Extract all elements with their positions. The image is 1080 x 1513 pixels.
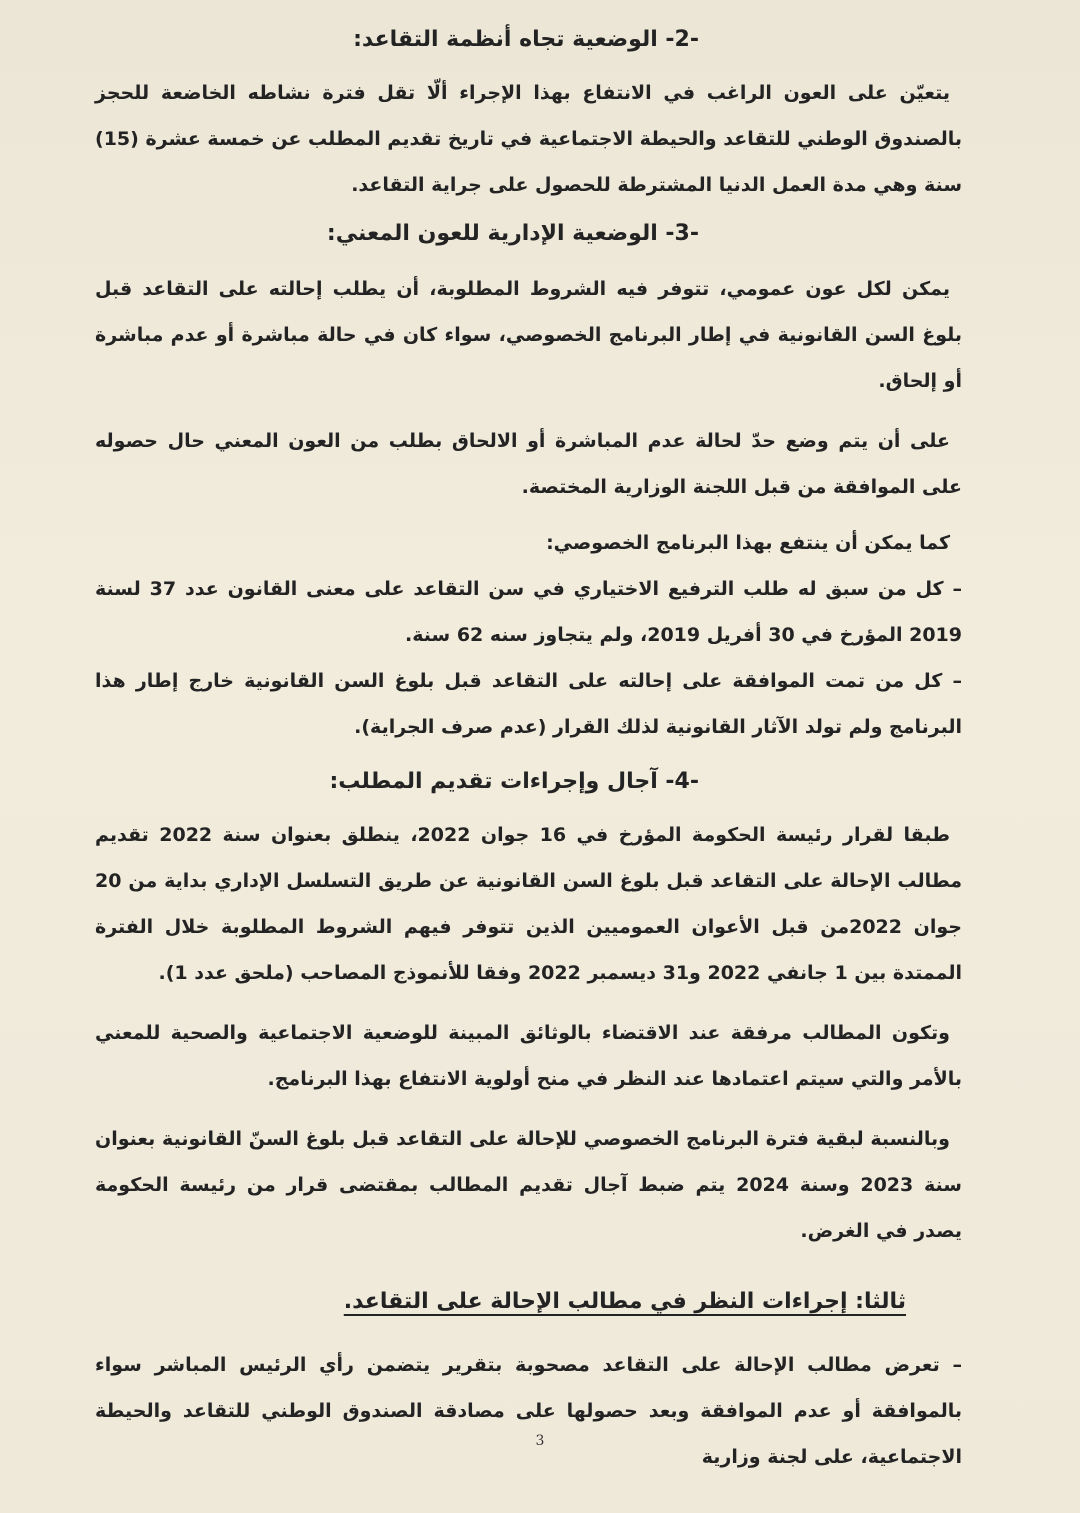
section-title-third [95,1284,962,1320]
paragraph-beneficiaries-intro: كما يمكن أن ينتفع بهذا البرنامج الخصوصي: [546,532,950,554]
paragraph-end-of-secondment: على أن يتم وضع حدّ لحالة عدم المباشرة أو الالحاق بطلب من العون المعني حال حصوله على الموافقة من قبل اللجنة الوزارية المختصة. [95,430,962,498]
heading-administrative-status: -3- الوضعية الإدارية للعون المعني: [326,221,699,246]
section-title-text: ثالثا: إجراءات النظر في مطالب الإحالة على التقاعد. [343,1289,906,1314]
heading-deadlines-procedures: -4- آجال وإجراءات تقديم المطلب: [329,769,699,794]
paragraph-administrative-status: يمكن لكل عون عمومي، تتوفر فيه الشروط المطلوبة، أن يطلب إحالته على التقاعد قبل بلوغ السن القانونية في إطار البرنامج الخصوصي، سواء كان في حالة مباشرة أو عدم مباشرة أو إلحاق. [95,278,962,392]
document-body [95,22,962,1480]
heading-retirement-schemes: -2- الوضعية تجاه أنظمة التقاعد: [353,27,699,52]
paragraph-deadlines-b: وتكون المطالب مرفقة عند الاقتضاء بالوثائق المبينة للوضعية الاجتماعية والصحية للمعني بالأمر والتي سيتم اعتمادها عند النظر في منح أولوية الانتفاع بهذا البرنامج. [95,1022,962,1090]
bullet-item-1: – كل من سبق له طلب الترفيع الاختياري في سن التقاعد على معنى القانون عدد 37 لسنة 2019 المؤرخ في 30 أفريل 2019، ولم يتجاوز سنه 62 سنة. [95,578,962,646]
bullet-item-2: – كل من تمت الموافقة على إحالته على التقاعد قبل بلوغ السن القانونية خارج إطار هذا البرنامج ولم تولد الآثار القانونية لذلك القرار (عدم صرف الجراية). [95,670,962,738]
paragraph-deadlines-c: وبالنسبة لبقية فترة البرنامج الخصوصي للإحالة على التقاعد قبل بلوغ السنّ القانونية بعنوان سنة 2023 وسنة 2024 يتم ضبط آجال تقديم المطالب بمقتضى قرار من رئيسة الحكومة يصدر في الغرض. [95,1128,962,1242]
paragraph-retirement-schemes: يتعيّن على العون الراغب في الانتفاع بهذا الإجراء ألّا تقل فترة نشاطه الخاضعة للحجز بالصندوق الوطني للتقاعد والحيطة الاجتماعية في تاريخ تقديم المطلب عن خمسة عشرة (15) سنة وهي مدة العمل الدنيا المشترطة للحصول على جراية التقاعد. [95,82,962,196]
paragraph-deadlines-a: طبقا لقرار رئيسة الحكومة المؤرخ في 16 جوان 2022، ينطلق بعنوان سنة 2022 تقديم مطالب الإحالة على التقاعد قبل بلوغ السن القانونية عن طريق التسلسل الإداري بداية من 20 جوان 2022من قبل الأعوان العموميين الذين تتوفر فيهم الشروط المطلوبة خلال الفترة الممتدة بين 1 جانفي 2022 و31 ديسمبر 2022 وفقا للأنموذج المصاحب (ملحق عدد 1). [95,824,962,984]
paragraph-examination-procedures: – تعرض مطالب الإحالة على التقاعد مصحوبة بتقرير يتضمن رأي الرئيس المباشر سواء بالموافقة أو عدم الموافقة وبعد حصولها على مصادقة الصندوق الوطني للتقاعد والحيطة الاجتماعية، على لجنة وزارية [95,1354,962,1468]
page-number: 3 [535,1433,545,1449]
